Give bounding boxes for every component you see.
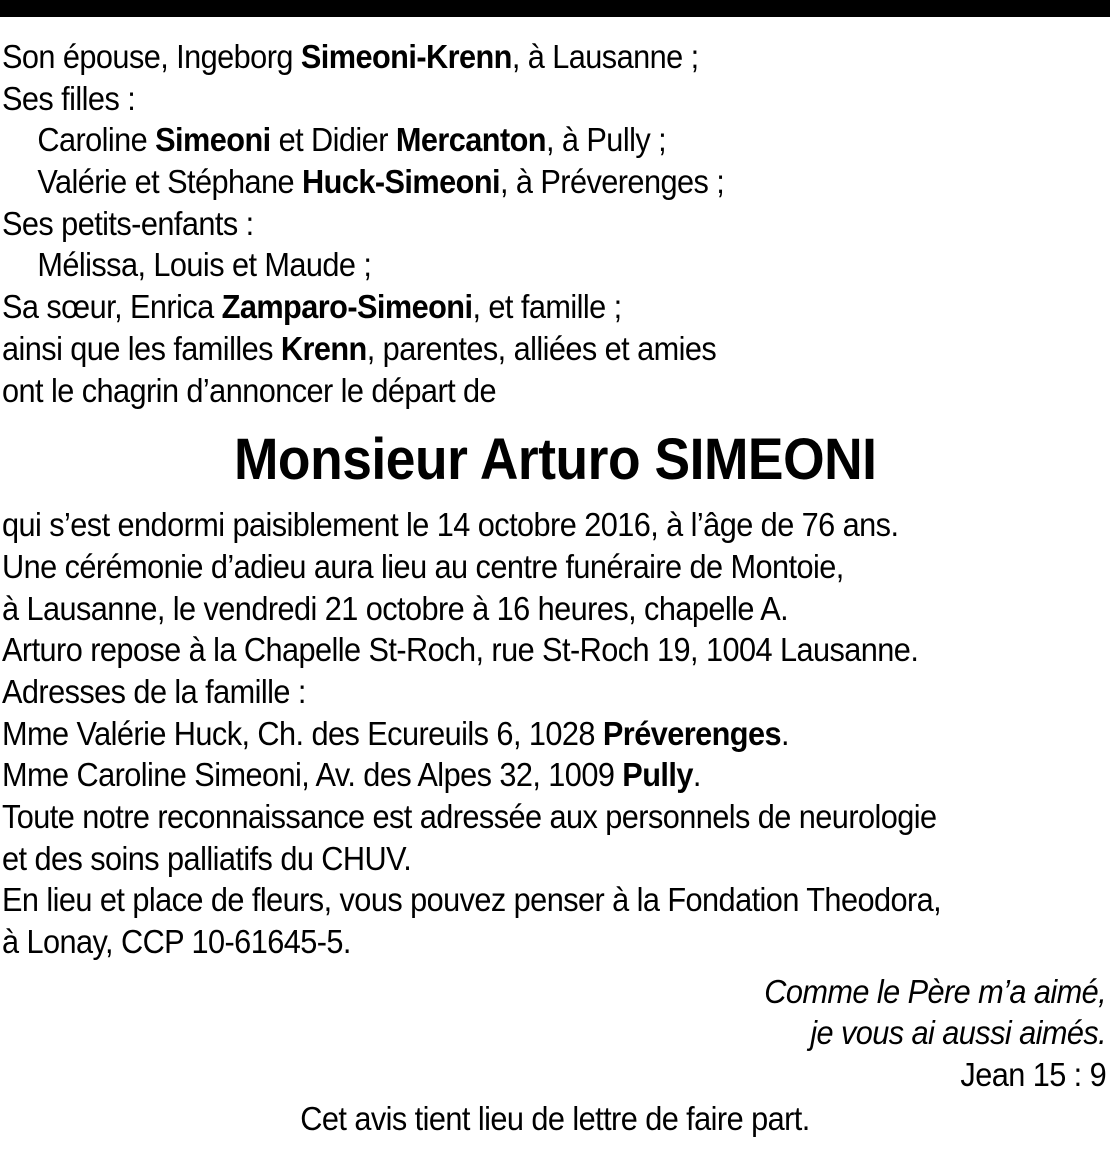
sister-name: Zamparo-Simeoni (221, 288, 473, 326)
daughter-line-2 (2, 161, 1031, 203)
flowers-line-2: à Lonay, CCP 10-61645-5. (2, 923, 351, 961)
daughter1-partner-text: et Didier (270, 121, 396, 159)
sister-family: , et famille ; (472, 288, 622, 326)
obituary-notice (2, 36, 1108, 1140)
address1-text: Mme Valérie Huck, Ch. des Ecureuils 6, 1028 (2, 714, 603, 752)
quote-line-2: je vous ai aussi aimés. (810, 1014, 1107, 1052)
deceased-name (2, 427, 1108, 493)
spouse-location: , à Lausanne ; (511, 38, 699, 75)
detail-line-2: Une cérémonie d’adieu aura lieu au centre funéraire de Montoie, (2, 547, 844, 585)
sister-text: Sa sœur, Enrica (2, 288, 222, 326)
quote-reference: Jean 15 : 9 (960, 1056, 1107, 1094)
addresses-heading: Adresses de la famille : (2, 672, 306, 710)
thanks-line-2: et des soins palliatifs du CHUV. (2, 839, 412, 877)
top-rule (0, 0, 1110, 17)
daughter-line-1 (2, 119, 1031, 161)
closing-line: Cet avis tient lieu de lettre de faire part. (300, 1099, 810, 1137)
daughter2-location: , à Préverenges ; (499, 163, 725, 201)
spouse-line (2, 36, 1031, 78)
daughter1-name: Simeoni (155, 121, 271, 159)
grandchildren-names: Mélissa, Louis et Maude ; (37, 246, 372, 284)
quote-line-1: Comme le Père m’a aimé, (764, 972, 1107, 1010)
detail-line-1: qui s’est endormi paisiblement le 14 octobre 2016, à l’âge de 76 ans. (2, 506, 899, 544)
daughter1-location: , à Pully ; (545, 121, 667, 159)
daughters-heading: Ses filles : (2, 79, 136, 117)
daughter1-partner-name: Mercanton (395, 121, 546, 159)
flowers-line-1: En lieu et place de fleurs, vous pouvez penser à la Fondation Theodora, (2, 881, 942, 919)
daughter1-text: Caroline (37, 121, 156, 159)
thanks-line-1: Toute notre reconnaissance est adressée aux personnels de neurologie (2, 798, 937, 835)
address1-end: . (781, 714, 789, 752)
grandchildren-heading: Ses petits-enfants : (2, 204, 254, 242)
families-text: ainsi que les familles (2, 329, 281, 367)
spouse-name: Simeoni-Krenn (300, 38, 512, 75)
deceased-name-text: Monsieur Arturo SIMEONI (233, 427, 877, 493)
address1-city: Préverenges (602, 714, 782, 752)
address-line-2 (2, 754, 1031, 796)
daughter2-text: Valérie et Stéphane (37, 163, 303, 201)
address-line-1 (2, 713, 1031, 755)
detail-line-3: à Lausanne, le vendredi 21 octobre à 16 heures, chapelle A. (2, 589, 789, 627)
daughter2-name: Huck-Simeoni (302, 163, 500, 201)
spouse-text: Son épouse, Ingeborg (2, 38, 301, 75)
detail-line-4: Arturo repose à la Chapelle St-Roch, rue St-Roch 19, 1004 Lausanne. (2, 631, 919, 669)
families-line (2, 328, 1031, 370)
announcement-line: ont le chagrin d’annoncer le départ de (2, 371, 497, 409)
address2-city: Pully (622, 756, 693, 794)
address2-end: . (692, 756, 701, 794)
sister-line (2, 286, 1031, 328)
address2-text: Mme Caroline Simeoni, Av. des Alpes 32, 1009 (2, 756, 623, 794)
families-relations: , parentes, alliées et amies (366, 329, 717, 367)
families-name: Krenn (280, 329, 367, 367)
